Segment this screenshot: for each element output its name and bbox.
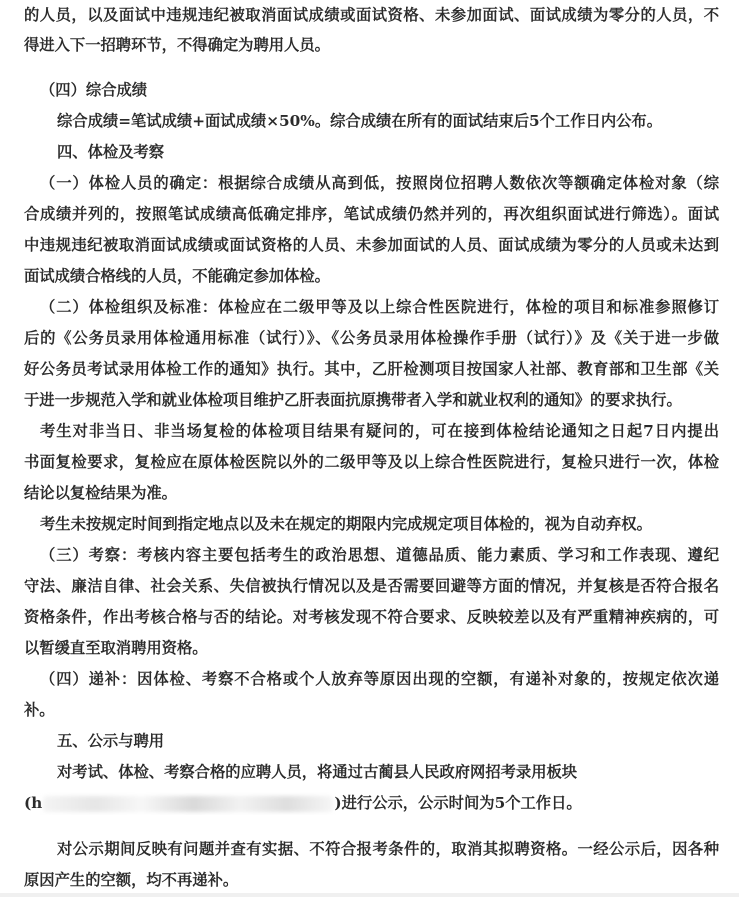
paragraph-line: 守法、廉洁自律、社会关系、失信被执行情况以及是否需要回避等方面的情况，并复核是否符合报名 (24, 577, 719, 595)
section-heading: 四、体检及考察 (57, 143, 165, 161)
paragraph-line: 补。 (24, 701, 55, 719)
section-heading: 五、公示与聘用 (57, 732, 165, 750)
paragraph-line: 好公务员考试录用体检工作的通知》执行。其中，乙肝检测项目按国家人社部、教育部和卫生部《关 (24, 360, 719, 378)
paragraph-line: 合成绩并列的，按照笔试成绩高低确定排序，笔试成绩仍然并列的，再次组织面试进行筛选）。面试 (24, 205, 719, 223)
section-heading: （四）综合成绩 (40, 81, 148, 99)
paragraph-line: （二）体检组织及标准：体检应在二级甲等及以上综合性医院进行，体检的项目和标准参照修订 (40, 298, 719, 316)
paragraph-line: 对公示期间反映有问题并查有实据、不符合报考条件的，取消其拟聘资格。一经公示后，因各种 (57, 840, 719, 858)
url-line (24, 791, 724, 815)
paragraph-line: 原因产生的空额，均不再递补。 (24, 871, 239, 889)
paragraph-line: （三）考察：考核内容主要包括考生的政治思想、道德品质、能力素质、学习和工作表现、遵纪 (40, 546, 719, 564)
paragraph-line: 考生对非当日、非当场复检的体检项目结果有疑问的，可在接到体检结论通知之日起7日内提出 (40, 422, 719, 440)
paragraph-line: 后的《公务员录用体检通用标准（试行）》、《公务员录用体检操作手册（试行）》及《关于进一步做 (24, 329, 719, 347)
paragraph-line: 的人员，以及面试中违规违纪被取消面试成绩或面试资格、未参加面试、面试成绩为零分的人员，不 (24, 6, 719, 24)
paragraph-line: 中违规违纪被取消面试成绩或面试资格的人员、未参加面试的人员、面试成绩为零分的人员或未达到 (24, 236, 719, 254)
paragraph-line: 考生未按规定时间到指定地点以及未在规定的期限内完成规定项目体检的，视为自动弃权。 (40, 515, 652, 533)
url-suffix: )进行公示，公示时间为5个工作日。 (334, 794, 582, 812)
paragraph-line: 书面复检要求，复检应在原体检医院以外的二级甲等及以上综合性医院进行，复检只进行一次，体检 (24, 453, 719, 471)
paragraph-line: （一）体检人员的确定：根据综合成绩从高到低，按照岗位招聘人数依次等额确定体检对象（综 (40, 174, 719, 192)
paragraph-line: 结论以复检结果为准。 (24, 484, 177, 502)
paragraph-line: 面试成绩合格线的人员，不能确定参加体检。 (24, 267, 330, 285)
redacted-url (43, 796, 333, 812)
paragraph-line: 于进一步规范入学和就业体检项目维护乙肝表面抗原携带者入学和就业权利的通知》的要求执行。 (24, 391, 682, 409)
paragraph-line: 得进入下一招聘环节，不得确定为聘用人员。 (24, 36, 330, 54)
paragraph-line: （四）递补：因体检、考察不合格或个人放弃等原因出现的空额，有递补对象的，按规定依次递 (40, 670, 719, 688)
page-bottom-edge (0, 893, 739, 897)
paragraph-line: 对考试、体检、考察合格的应聘人员，将通过古蔺县人民政府网招考录用板块 (57, 763, 578, 781)
paragraph-line: 以暂缓直至取消聘用资格。 (24, 639, 208, 657)
paragraph-line: 资格条件，作出考核合格与否的结论。对考核发现不符合要求、反映较差以及有严重精神疾病的，可 (24, 608, 719, 626)
url-prefix: (h (24, 794, 43, 812)
paragraph-line: 综合成绩=笔试成绩+面试成绩×50%。综合成绩在所有的面试结束后5个工作日内公布。 (57, 112, 663, 130)
